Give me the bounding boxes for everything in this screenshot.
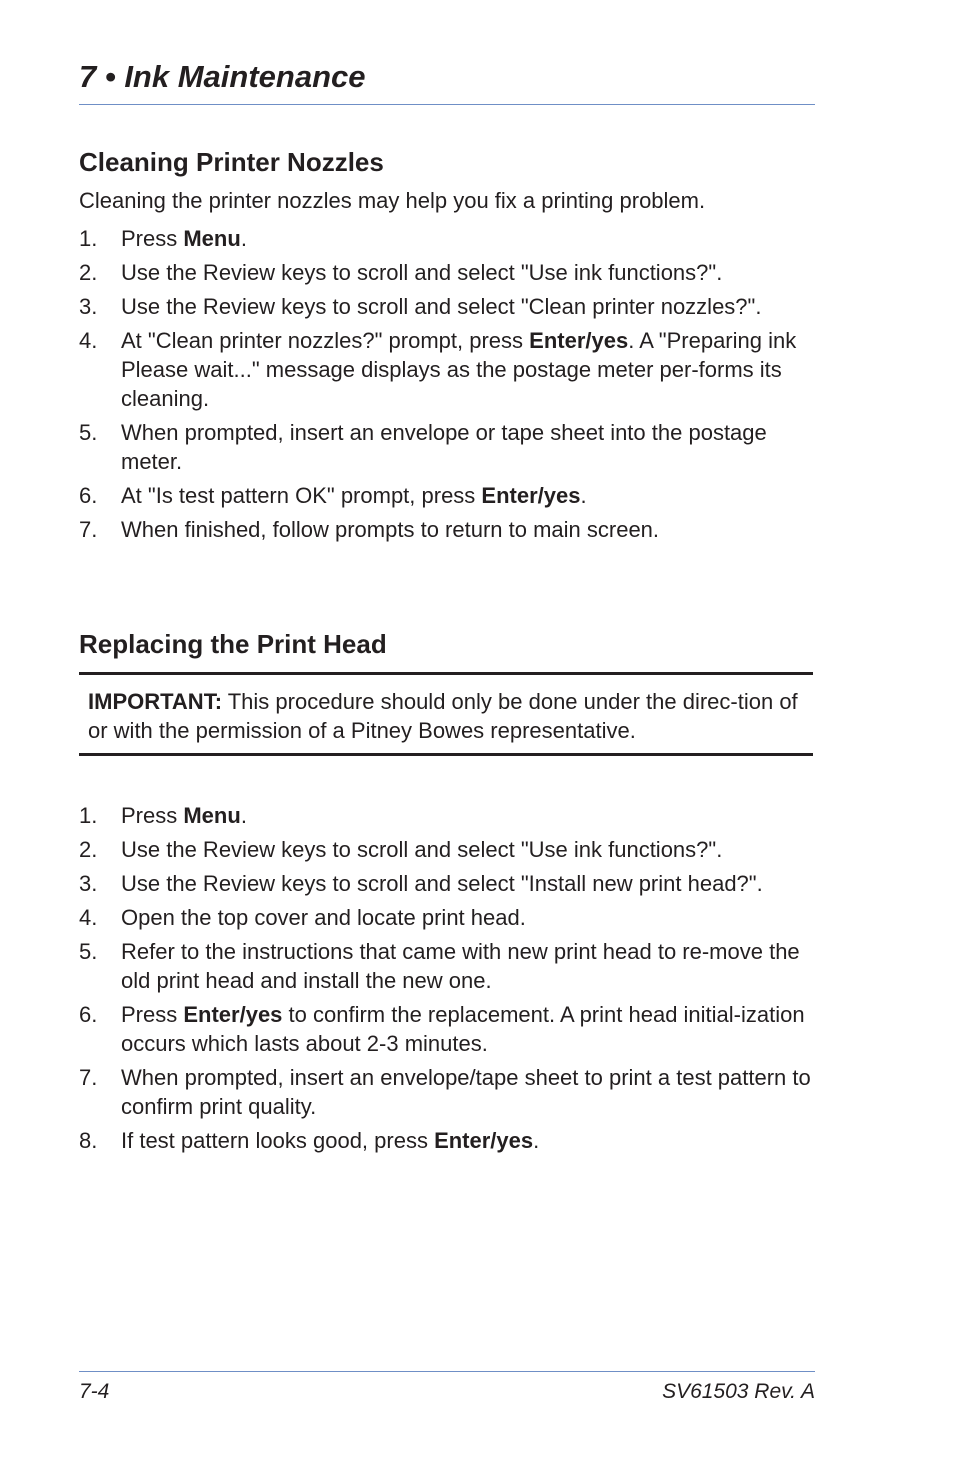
step-number: 3. bbox=[79, 294, 98, 319]
list-item bbox=[79, 326, 815, 413]
step-keyword: Enter/yes bbox=[183, 1002, 283, 1027]
section-heading-replacing: Replacing the Print Head bbox=[79, 629, 387, 659]
step-number: 5. bbox=[79, 420, 98, 445]
list-item bbox=[79, 292, 815, 321]
step-number: 8. bbox=[79, 1128, 98, 1153]
step-text: Press bbox=[121, 1002, 184, 1027]
step-text-after: . bbox=[533, 1128, 540, 1153]
list-item bbox=[79, 515, 815, 544]
list-item bbox=[79, 937, 815, 995]
replacing-steps-list bbox=[79, 801, 815, 1160]
footer-rule bbox=[79, 1371, 815, 1372]
chapter-title: 7 • Ink Maintenance bbox=[79, 59, 366, 94]
step-keyword: Enter/yes bbox=[529, 328, 629, 353]
list-item bbox=[79, 1126, 815, 1155]
list-item bbox=[79, 1000, 815, 1058]
step-text: When prompted, insert an envelope or tape sheet into the postage meter. bbox=[121, 420, 767, 474]
step-number: 6. bbox=[79, 1002, 98, 1027]
important-text bbox=[88, 687, 804, 745]
step-text: Use the Review keys to scroll and select "Use ink functions?". bbox=[121, 837, 723, 862]
step-text: Use the Review keys to scroll and select "Clean printer nozzles?". bbox=[121, 294, 762, 319]
step-text: Use the Review keys to scroll and select "Install new print head?". bbox=[121, 871, 763, 896]
list-item bbox=[79, 869, 815, 898]
step-number: 3. bbox=[79, 871, 98, 896]
step-text: At "Clean printer nozzles?" prompt, press bbox=[121, 328, 530, 353]
document-id: SV61503 Rev. A bbox=[662, 1380, 815, 1403]
step-number: 7. bbox=[79, 517, 98, 542]
step-text: Use the Review keys to scroll and select "Use ink functions?". bbox=[121, 260, 723, 285]
step-text-after: . bbox=[580, 483, 587, 508]
step-text: When finished, follow prompts to return to main screen. bbox=[121, 517, 660, 542]
step-keyword: Enter/yes bbox=[434, 1128, 534, 1153]
step-text-after: . A "Preparing ink Please wait..." message displays as the postage meter per-forms its cleaning. bbox=[121, 328, 797, 411]
step-number: 1. bbox=[79, 226, 98, 251]
step-number: 7. bbox=[79, 1065, 98, 1090]
step-keyword: Menu bbox=[183, 803, 241, 828]
step-text: Press bbox=[121, 803, 184, 828]
important-notice bbox=[79, 672, 813, 756]
important-label: IMPORTANT: bbox=[88, 689, 223, 714]
important-body: This procedure should only be done under the direc-tion of or with the permission of a Pitney Bowes representative. bbox=[88, 689, 798, 743]
list-item bbox=[79, 801, 815, 830]
step-number: 5. bbox=[79, 939, 98, 964]
step-text-after: to confirm the replacement. A print head initial-ization occurs which lasts about 2-3 minutes. bbox=[121, 1002, 805, 1056]
list-item bbox=[79, 258, 815, 287]
list-item bbox=[79, 224, 815, 253]
step-text-after: . bbox=[240, 803, 247, 828]
list-item bbox=[79, 835, 815, 864]
step-number: 2. bbox=[79, 260, 98, 285]
list-item bbox=[79, 481, 815, 510]
step-text: At "Is test pattern OK" prompt, press bbox=[121, 483, 482, 508]
section-intro: Cleaning the printer nozzles may help you fix a printing problem. bbox=[79, 188, 706, 213]
step-number: 6. bbox=[79, 483, 98, 508]
step-text: Refer to the instructions that came with new print head to re-move the old print head and install the new one. bbox=[121, 939, 800, 993]
list-item bbox=[79, 418, 815, 476]
step-number: 2. bbox=[79, 837, 98, 862]
section-heading-cleaning: Cleaning Printer Nozzles bbox=[79, 147, 384, 177]
page-number: 7-4 bbox=[79, 1380, 110, 1403]
step-text: Press bbox=[121, 226, 184, 251]
header-rule bbox=[79, 104, 815, 105]
step-number: 4. bbox=[79, 328, 98, 353]
step-number: 4. bbox=[79, 905, 98, 930]
list-item bbox=[79, 1063, 815, 1121]
cleaning-steps-list bbox=[79, 224, 815, 549]
step-text: When prompted, insert an envelope/tape sheet to print a test pattern to confirm print quality. bbox=[121, 1065, 811, 1119]
step-keyword: Menu bbox=[183, 226, 241, 251]
step-text: Open the top cover and locate print head. bbox=[121, 905, 526, 930]
step-keyword: Enter/yes bbox=[481, 483, 581, 508]
list-item bbox=[79, 903, 815, 932]
step-text: If test pattern looks good, press bbox=[121, 1128, 435, 1153]
step-text-after: . bbox=[240, 226, 247, 251]
step-number: 1. bbox=[79, 803, 98, 828]
